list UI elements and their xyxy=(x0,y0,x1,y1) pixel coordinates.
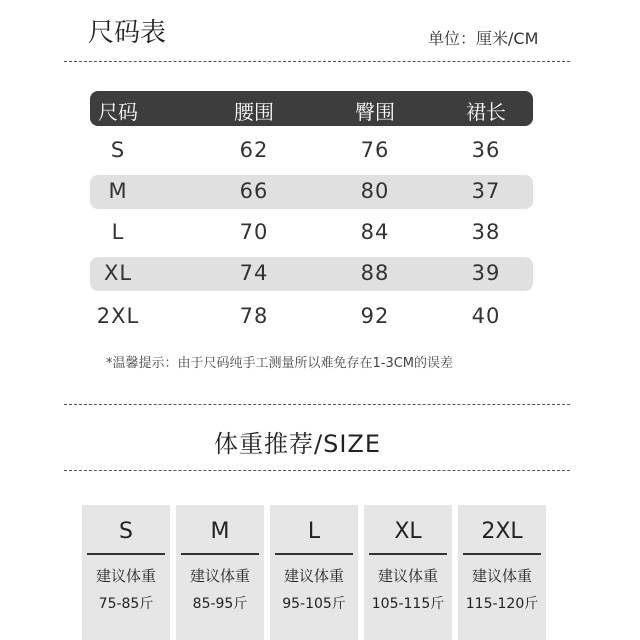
row-length: 36 xyxy=(471,138,501,162)
row-waist: 78 xyxy=(239,304,269,328)
row-length: 37 xyxy=(471,179,501,203)
header-cell-length: 裙长 xyxy=(466,100,506,124)
unit-label: 单位：厘米/CM xyxy=(428,29,539,48)
row-hip: 88 xyxy=(360,261,390,285)
row-waist: 62 xyxy=(239,138,269,162)
row-waist: 70 xyxy=(239,220,269,244)
table-row xyxy=(90,216,533,250)
row-waist: 66 xyxy=(239,179,269,203)
row-hip: 84 xyxy=(360,220,390,244)
row-waist: 74 xyxy=(239,261,269,285)
card-underline xyxy=(181,553,259,555)
card-size: M xyxy=(210,519,230,544)
table-row xyxy=(90,257,533,291)
card-weight: 75-85斤 xyxy=(98,596,154,612)
weight-card-m xyxy=(176,505,264,640)
card-underline xyxy=(275,553,353,555)
weight-card-l xyxy=(270,505,358,640)
card-label: 建议体重 xyxy=(189,567,250,585)
page-title: 尺码表 xyxy=(88,18,167,48)
row-length: 38 xyxy=(471,220,501,244)
card-underline xyxy=(463,553,541,555)
card-label: 建议体重 xyxy=(377,567,438,585)
row-length: 39 xyxy=(471,261,501,285)
row-size: XL xyxy=(103,261,133,285)
header-cell-hip: 臀围 xyxy=(355,100,395,124)
card-label: 建议体重 xyxy=(471,567,532,585)
table-row xyxy=(90,134,533,168)
divider-top xyxy=(64,61,570,62)
header-cell-waist: 腰围 xyxy=(234,100,274,124)
row-length: 40 xyxy=(471,304,501,328)
row-size: 2XL xyxy=(96,304,140,328)
weight-card-xl xyxy=(364,505,452,640)
card-weight: 95-105斤 xyxy=(282,596,346,612)
header-cell-size: 尺码 xyxy=(98,100,138,124)
measurement-note: *温馨提示：由于尺码纯手工测量所以难免存在1-3CM的误差 xyxy=(106,356,454,371)
row-size: M xyxy=(108,179,128,203)
table-row xyxy=(90,175,533,209)
row-hip: 80 xyxy=(360,179,390,203)
card-underline xyxy=(369,553,447,555)
divider-bottom xyxy=(64,470,570,471)
table-row xyxy=(90,300,533,334)
row-size: L xyxy=(111,220,125,244)
size-table-header xyxy=(90,91,533,126)
card-weight: 105-115斤 xyxy=(371,596,445,612)
card-weight: 85-95斤 xyxy=(192,596,248,612)
card-size: L xyxy=(307,519,321,544)
weight-card-2xl xyxy=(458,505,546,640)
weight-section-title: 体重推荐/SIZE xyxy=(214,430,382,458)
row-hip: 92 xyxy=(360,304,390,328)
card-size: 2XL xyxy=(481,519,523,544)
card-size: S xyxy=(119,519,133,544)
row-hip: 76 xyxy=(360,138,390,162)
divider-middle xyxy=(64,404,570,405)
card-weight: 115-120斤 xyxy=(465,596,539,612)
card-label: 建议体重 xyxy=(283,567,344,585)
row-size: S xyxy=(110,138,126,162)
card-underline xyxy=(87,553,165,555)
card-size: XL xyxy=(394,519,422,544)
card-label: 建议体重 xyxy=(95,567,156,585)
weight-card-s xyxy=(82,505,170,640)
